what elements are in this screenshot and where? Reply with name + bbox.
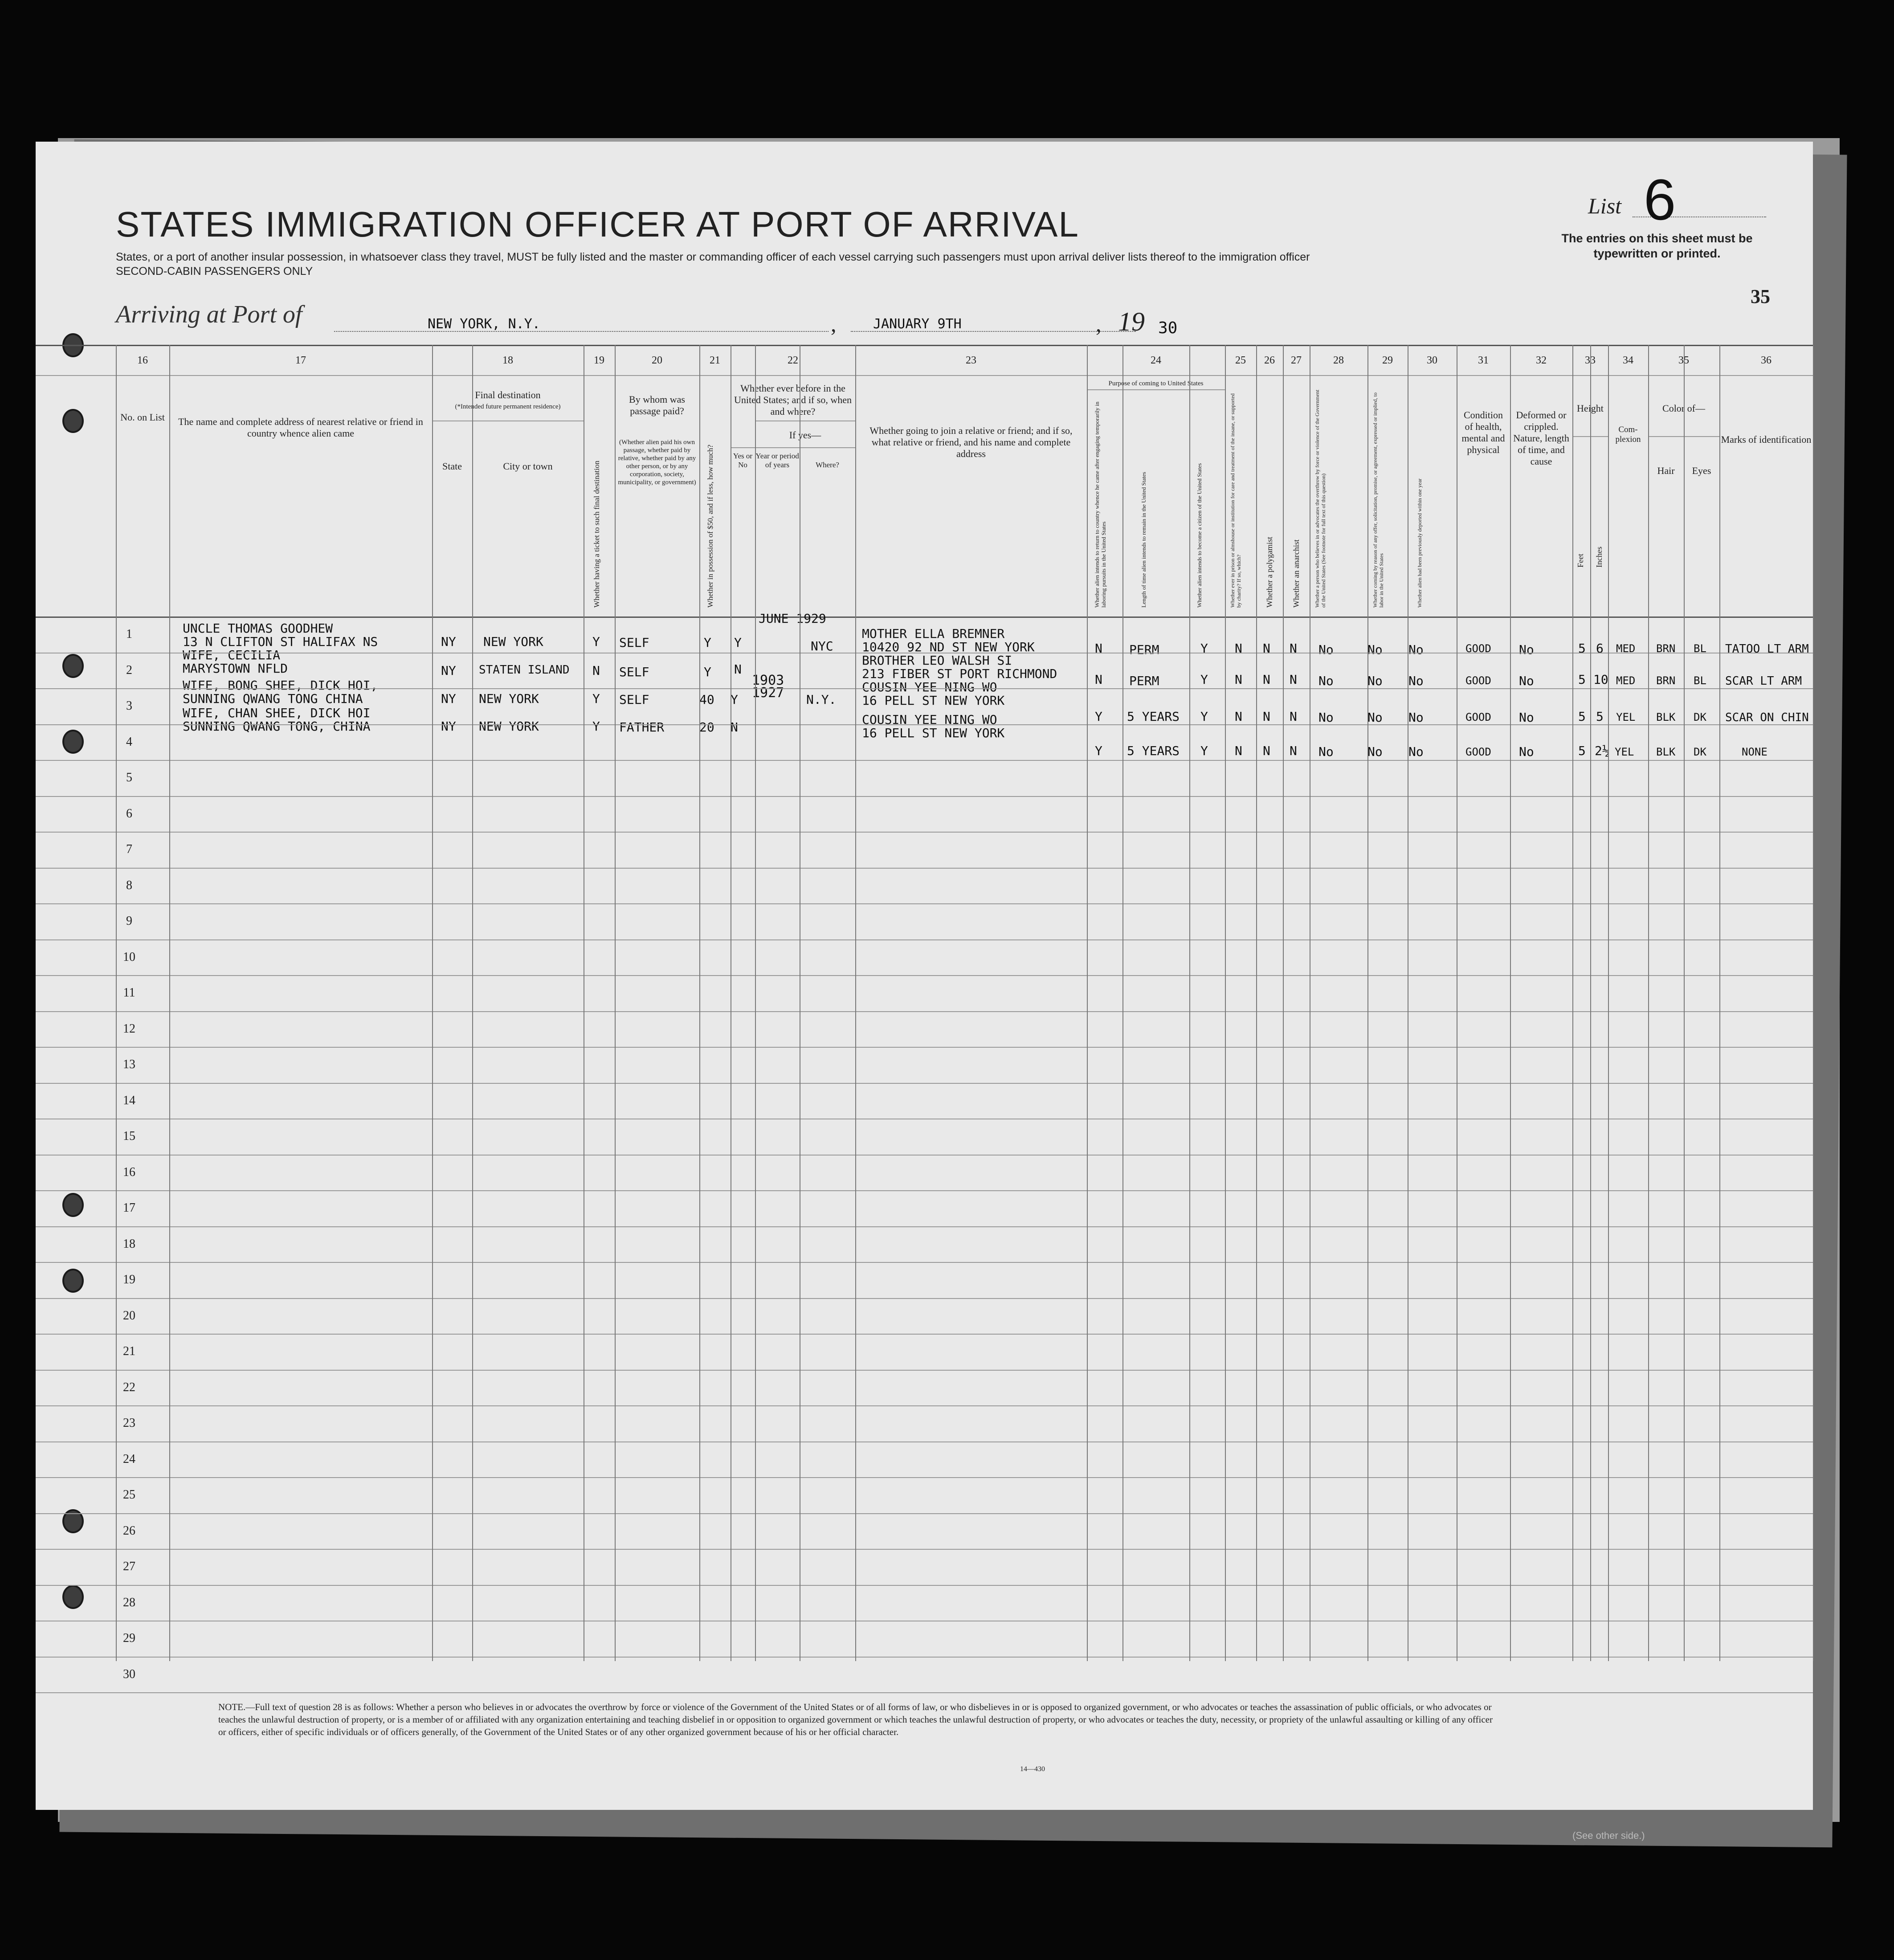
column-divider [1572, 345, 1573, 1661]
table-top-border [36, 345, 1813, 346]
row-number: 12 [123, 1021, 135, 1036]
row-number: 3 [126, 699, 132, 713]
row-3-money: 40 [699, 692, 714, 707]
colnum-23: 23 [966, 355, 976, 366]
row-number: 18 [123, 1237, 135, 1251]
list-number: 6 [1644, 167, 1676, 232]
row-divider [36, 975, 1813, 976]
row-1-feet: 5 [1578, 641, 1586, 656]
row-divider [36, 1226, 1813, 1227]
row-1-c25: N [1235, 641, 1242, 656]
row-number: 27 [123, 1560, 135, 1573]
row-2-before: N [734, 662, 742, 677]
colnum-28: 28 [1333, 355, 1344, 366]
row-divider [36, 1441, 1813, 1442]
row-4-state: NY [441, 719, 456, 734]
header-passage-paid: By whom was passage paid? [629, 394, 685, 416]
column-divider [1813, 345, 1814, 1661]
row-divider [36, 1549, 1813, 1550]
row-2-return: N [1095, 672, 1102, 687]
row-2-complexion: MED [1616, 674, 1636, 687]
row-2-paid-by: SELF [619, 665, 649, 679]
colnum-32: 32 [1536, 355, 1547, 366]
row-2-join-name: BROTHER LEO WALSH SI [862, 653, 1012, 668]
row-2-eyes: BL [1694, 674, 1706, 687]
column-divider [1590, 345, 1591, 1661]
row-1-years: JUNE 1929 [759, 611, 826, 626]
row-1-c29: No [1367, 642, 1383, 657]
column-divider [1256, 345, 1257, 1661]
row-4-marks: NONE [1742, 746, 1767, 758]
row-2-hair: BRN [1656, 674, 1676, 687]
column-divider [432, 345, 433, 1661]
colnum-16: 16 [137, 355, 148, 366]
row-3-length: 5 YEARS [1127, 709, 1180, 724]
header-deformed: Deformed or crippled. Nature, length of time, and cause [1513, 409, 1569, 467]
row-3-hair: BLK [1656, 711, 1676, 723]
header-eyes: Eyes [1692, 465, 1711, 476]
column-divider [1648, 345, 1649, 1661]
row-number: 4 [126, 735, 132, 749]
header-polygamist: Whether a polygamist [1265, 537, 1274, 608]
row-1-citizen: Y [1200, 641, 1208, 656]
colnum-26: 26 [1264, 355, 1275, 366]
row-1-eyes: BL [1694, 642, 1706, 655]
row-2-c29: No [1367, 674, 1383, 688]
row-3-paid-by: SELF [619, 692, 649, 707]
colnum-24: 24 [1151, 355, 1161, 366]
header-health: Condition of health, mental and physical [1461, 409, 1505, 455]
colnum-35: 35 [1678, 355, 1689, 366]
port-underline [334, 331, 829, 332]
row-divider [36, 724, 1813, 725]
header-deported: Whether alien had been previously deported within one year [1416, 478, 1423, 608]
header-final-destination: Final destination [475, 389, 541, 400]
row-divider [36, 1190, 1813, 1191]
row-4-paid-by: FATHER [619, 720, 665, 735]
row-1-marks: TATOO LT ARM [1725, 642, 1809, 656]
page-title: STATES IMMIGRATION OFFICER AT PORT OF ARRIVAL [116, 204, 1079, 244]
colnum-17: 17 [295, 355, 306, 366]
colnum-22: 22 [788, 355, 798, 366]
header-color-of: Color of— [1662, 403, 1705, 414]
column-divider [1087, 345, 1088, 1661]
row-1-health: GOOD [1465, 642, 1491, 655]
row-2-ticket: N [592, 663, 600, 678]
column-divider [1283, 345, 1284, 1661]
column-divider [699, 345, 700, 1661]
row-1-paid-by: SELF [619, 635, 649, 650]
row-4-ticket: Y [592, 719, 600, 734]
overleaf-note: (See other side.) [1572, 1830, 1645, 1841]
row-3-feet: 5 [1578, 709, 1586, 724]
row-divider [36, 1657, 1813, 1658]
row-number: 23 [123, 1416, 135, 1430]
row-3-return: Y [1095, 709, 1102, 724]
row-3-c27: N [1290, 709, 1297, 724]
header-return-intent: Whether alien intends to return to country whence he came after engaging temporarily in laboring pursuits in the United States [1094, 401, 1107, 608]
colnum-21: 21 [710, 355, 720, 366]
row-3-where: N.Y. [806, 692, 837, 707]
row-divider [36, 1692, 1813, 1693]
row-1-before: Y [734, 635, 742, 650]
header-complexion: Com- plexion [1615, 425, 1641, 444]
row-3-c25: N [1235, 709, 1242, 724]
row-2-health: GOOD [1465, 674, 1491, 687]
header-bottom-border [36, 617, 1813, 618]
row-number: 28 [123, 1595, 135, 1609]
row-4-inches: 2½ [1595, 743, 1610, 758]
row-2-length: PERM [1129, 674, 1159, 688]
header-possession-50: Whether in possession of $50, and if less, how much? [706, 445, 714, 608]
row-1-return: N [1095, 641, 1102, 656]
header-prison: Whether ever in prison or almshouse or institution for care and treatment of the insane, or supported by charity? If so, which? [1229, 393, 1242, 608]
colnum-33: 33 [1585, 355, 1596, 366]
row-2-feet: 5 [1578, 672, 1586, 687]
column-divider [855, 345, 856, 1661]
row-4-length: 5 YEARS [1127, 743, 1180, 758]
row-3-deformed: No [1519, 710, 1534, 725]
row-number: 22 [123, 1380, 135, 1394]
row-2-c25: N [1235, 672, 1242, 687]
header-ever-before: Whether ever before in the United States; and if so, when and where? [734, 383, 852, 417]
header-passage-paid-note: (Whether alien paid his own passage, whether paid by relative, whether paid by any other person, or by any corporation, society, municipality, or government) [618, 439, 696, 486]
row-3-marks: SCAR ON CHIN [1725, 711, 1809, 724]
row-3-relative-address: SUNNING QWANG TONG CHINA [183, 691, 363, 706]
row-4-c28: No [1318, 744, 1334, 759]
arriving-label: Arriving at Port of [116, 301, 302, 328]
header-height: Height [1577, 403, 1604, 414]
row-divider [36, 903, 1813, 904]
row-1-length: PERM [1129, 642, 1159, 657]
row-number: 30 [123, 1667, 135, 1681]
port-value: NEW YORK, N.Y. [428, 316, 540, 332]
row-4-hair: BLK [1656, 746, 1676, 758]
typewritten-notice: The entries on this sheet must be typewritten or printed. [1561, 232, 1753, 260]
row-number: 1 [126, 627, 132, 641]
colnum-25: 25 [1235, 355, 1246, 366]
year-prefix: 19 [1118, 307, 1145, 336]
header-if-yes: If yes— [789, 429, 821, 441]
row-1-state: NY [441, 634, 456, 649]
row-2-state: NY [441, 663, 456, 678]
row-4-c25: N [1235, 743, 1242, 758]
subtitle: States, or a port of another insular possession, in whatsoever class they travel, MUST be fully listed and the master or commanding officer of each vessel carrying such passengers must upon arrival deliver lists thereof to the immigration officer [116, 251, 1310, 263]
footnote: NOTE.—Full text of question 28 is as follows: Whether a person who believes in or advocates the overthrow by force or violence of the Government of the United States or of all forms of law, or who disbelieves in or is opposed to organized government, or who advocates or teaches the assassination of public officials, or who advocates or teaches the unlawful destruction of property, or is a member of or affiliated with any organization entertaining and teaching disbelief in or opposition to organized government or which teaches the unlawful destruction of property, or who advocates or teaches the duty, necessity, or propriety of the unlawful assaulting or killing of any officer or officers, either of specific individuals or of officers generally, of the Government of the United States or of any other organized government because of his or her official character. [218, 1702, 1493, 1737]
row-divider [36, 1513, 1813, 1514]
row-1-hair: BRN [1656, 642, 1676, 655]
row-3-relative-name: WIFE, BONG SHEE, DICK HOI, [183, 678, 378, 693]
column-divider [1510, 345, 1511, 1661]
row-2-marks: SCAR LT ARM [1725, 674, 1802, 688]
row-2-inches: 10 [1593, 672, 1608, 687]
row-2-relative-name: WIFE, CECILIA [183, 648, 281, 662]
row-number: 20 [123, 1308, 135, 1323]
header-where: Where? [816, 461, 839, 469]
row-1-ticket: Y [592, 634, 600, 649]
row-1-c26: N [1263, 641, 1270, 656]
colnum-34: 34 [1623, 355, 1633, 366]
row-3-city: NEW YORK [479, 691, 539, 706]
row-divider [36, 1011, 1813, 1012]
row-4-c29: No [1367, 744, 1383, 759]
row-4-complexion: YEL [1615, 746, 1634, 758]
row-number: 13 [123, 1058, 135, 1071]
row-number: 15 [123, 1129, 135, 1143]
row-number: 16 [123, 1165, 135, 1179]
row-2-relative-address: MARYSTOWN NFLD [183, 661, 288, 676]
list-label: List [1588, 193, 1622, 218]
row-4-c26: N [1263, 743, 1270, 758]
row-divider [36, 939, 1813, 940]
colnum-19: 19 [594, 355, 604, 366]
row-number: 24 [123, 1452, 135, 1466]
date-value: JANUARY 9TH [873, 316, 962, 332]
row-1-city: NEW YORK [483, 634, 543, 649]
header-yes-no: Yes or No [733, 452, 753, 469]
column-divider [1608, 345, 1609, 1661]
row-4-join-name: COUSIN YEE NING WO [862, 712, 997, 727]
header-citizen-intent: Whether alien intends to become a citizen of the United States [1196, 463, 1203, 608]
header-labor-offer: Whether coming by reason of any offer, solicitation, promise, or agreement, expressed or implied, to labor in the United States [1372, 392, 1384, 608]
row-1-inches: 6 [1596, 641, 1604, 656]
column-divider [755, 345, 756, 1661]
column-divider [1719, 345, 1720, 1661]
colnum-divider [36, 375, 1813, 376]
row-4-deformed: No [1519, 744, 1534, 759]
row-1-c30: No [1408, 642, 1424, 657]
row-2-citizen: Y [1200, 672, 1208, 687]
header-subdivider [1087, 389, 1225, 390]
row-number: 26 [123, 1523, 135, 1538]
row-3-ticket: Y [592, 691, 600, 706]
row-4-eyes: DK [1694, 746, 1706, 758]
row-1-relative-address: 13 N CLIFTON ST HALIFAX NS [183, 634, 378, 649]
colnum-20: 20 [652, 355, 662, 366]
row-1-c27: N [1290, 641, 1297, 656]
header-marks: Marks of identification [1721, 434, 1812, 445]
colnum-29: 29 [1382, 355, 1393, 366]
row-divider [36, 868, 1813, 869]
row-divider [36, 1370, 1813, 1371]
row-4-city: NEW YORK [479, 719, 539, 734]
year-suffix: 30 [1158, 319, 1178, 337]
row-divider [36, 1477, 1813, 1478]
row-2-c28: No [1318, 674, 1334, 688]
row-number: 11 [123, 986, 135, 1000]
header-purpose: Purpose of coming to United States [1108, 380, 1204, 387]
row-3-years: 1903 1927 [752, 673, 784, 701]
row-4-relative-name: WIFE, CHAN SHEE, DICK HOI [183, 706, 371, 720]
row-3-c29: No [1367, 710, 1383, 725]
row-number: 10 [123, 950, 135, 964]
row-2-city: STATEN ISLAND [479, 663, 570, 677]
row-4-c27: N [1290, 743, 1297, 758]
row-4-join-address: 16 PELL ST NEW YORK [862, 726, 1005, 740]
row-1-deformed: No [1519, 642, 1534, 657]
row-number: 14 [123, 1093, 135, 1107]
row-number: 9 [126, 914, 132, 928]
row-3-c28: No [1318, 710, 1334, 725]
comma: , [1096, 311, 1102, 336]
row-4-money: 20 [699, 720, 714, 735]
row-2-deformed: No [1519, 674, 1534, 688]
row-number: 21 [123, 1344, 135, 1358]
row-2-c30: No [1408, 674, 1424, 688]
page-number: 35 [1751, 286, 1770, 307]
column-divider [169, 345, 170, 1661]
row-1-relative-name: UNCLE THOMAS GOODHEW [183, 621, 333, 636]
header-years: Year or period of years [755, 452, 799, 469]
row-number: 5 [126, 771, 132, 784]
row-divider [36, 1585, 1813, 1586]
row-1-join-address: 10420 92 ND ST NEW YORK [862, 640, 1035, 654]
colnum-18: 18 [502, 355, 513, 366]
row-4-relative-address: SUNNING QWANG TONG, CHINA [183, 719, 371, 734]
row-divider [36, 1047, 1813, 1048]
row-3-inches: 5 [1596, 709, 1604, 724]
row-3-complexion: YEL [1616, 711, 1636, 723]
row-divider [36, 832, 1813, 833]
header-no-on-list: No. on List [120, 412, 165, 423]
colnum-36: 36 [1761, 355, 1772, 366]
row-divider [36, 1155, 1813, 1156]
manifest-sheet [36, 142, 1813, 1841]
row-3-c30: No [1408, 710, 1424, 725]
row-4-citizen: Y [1200, 743, 1208, 758]
header-length-stay: Length of time alien intends to remain in the United States [1140, 472, 1147, 608]
column-divider [472, 345, 473, 1661]
row-3-health: GOOD [1465, 711, 1491, 723]
header-overthrow: Whether a person who believes in or advocates the overthrow by force or violence of the Government of the United States (See footnote for full text of this question) [1314, 389, 1327, 608]
passenger-class: SECOND-CABIN PASSENGERS ONLY [116, 265, 313, 278]
row-divider [36, 1334, 1813, 1335]
row-3-citizen: Y [1200, 709, 1208, 724]
row-divider [36, 796, 1813, 797]
header-ticket: Whether having a ticket to such final destination [592, 461, 601, 608]
row-divider [36, 760, 1813, 761]
row-3-before: Y [731, 692, 738, 707]
row-1-join-name: MOTHER ELLA BREMNER [862, 626, 1005, 641]
row-divider [36, 1083, 1813, 1084]
row-3-c26: N [1263, 709, 1270, 724]
column-divider [615, 345, 616, 1661]
row-number: 29 [123, 1631, 135, 1645]
header-nearest-relative: The name and complete address of nearest relative or friend in country whence alien came [178, 416, 423, 439]
row-number: 7 [126, 842, 132, 856]
header-state: State [442, 461, 462, 472]
column-divider [116, 345, 117, 1661]
row-1-where: NYC [811, 639, 833, 653]
row-4-c30: No [1408, 744, 1424, 759]
header-hair: Hair [1657, 465, 1675, 476]
column-divider [1225, 345, 1226, 1661]
header-anarchist: Whether an anarchist [1292, 539, 1301, 608]
row-2-join-address: 213 FIBER ST PORT RICHMOND [862, 666, 1057, 681]
row-divider [36, 1298, 1813, 1299]
row-divider [36, 1405, 1813, 1406]
row-1-money: Y [704, 635, 711, 650]
row-4-feet: 5 [1578, 743, 1586, 758]
row-3-eyes: DK [1694, 711, 1706, 723]
row-number: 8 [126, 878, 132, 892]
row-2-c26: N [1263, 672, 1270, 687]
comma: , [831, 311, 837, 336]
row-number: 2 [126, 663, 132, 677]
manifest-table [36, 345, 1813, 1681]
row-4-health: GOOD [1465, 746, 1491, 758]
header-final-destination-note: (*Intended future permanent residence) [455, 403, 561, 410]
header-subdivider [731, 447, 855, 448]
column-divider [1684, 345, 1685, 1661]
row-1-c28: No [1318, 642, 1334, 657]
form-number: 14—430 [1020, 1765, 1045, 1773]
row-number: 19 [123, 1273, 135, 1286]
row-3-join-name: COUSIN YEE NING WO [862, 680, 997, 694]
column-divider [1189, 345, 1190, 1661]
header-feet: Feet [1576, 554, 1585, 568]
colnum-27: 27 [1291, 355, 1302, 366]
colnum-31: 31 [1478, 355, 1489, 366]
row-3-join-address: 16 PELL ST NEW YORK [862, 693, 1005, 708]
column-divider [1367, 345, 1368, 1661]
colnum-30: 30 [1427, 355, 1437, 366]
row-1-complexion: MED [1616, 642, 1636, 655]
row-divider [36, 1262, 1813, 1263]
row-divider [36, 688, 1813, 689]
header-inches: Inches [1595, 547, 1604, 568]
row-number: 17 [123, 1201, 135, 1215]
row-2-money: Y [704, 665, 711, 679]
row-4-before: N [731, 720, 738, 735]
row-2-c27: N [1290, 672, 1297, 687]
header-going-to-join: Whether going to join a relative or friend; and if so, what relative or friend, and his name and complete address [869, 425, 1073, 459]
row-number: 6 [126, 806, 132, 821]
row-4-return: Y [1095, 743, 1102, 758]
row-3-state: NY [441, 691, 456, 706]
row-number: 25 [123, 1488, 135, 1502]
header-city: City or town [503, 461, 553, 472]
